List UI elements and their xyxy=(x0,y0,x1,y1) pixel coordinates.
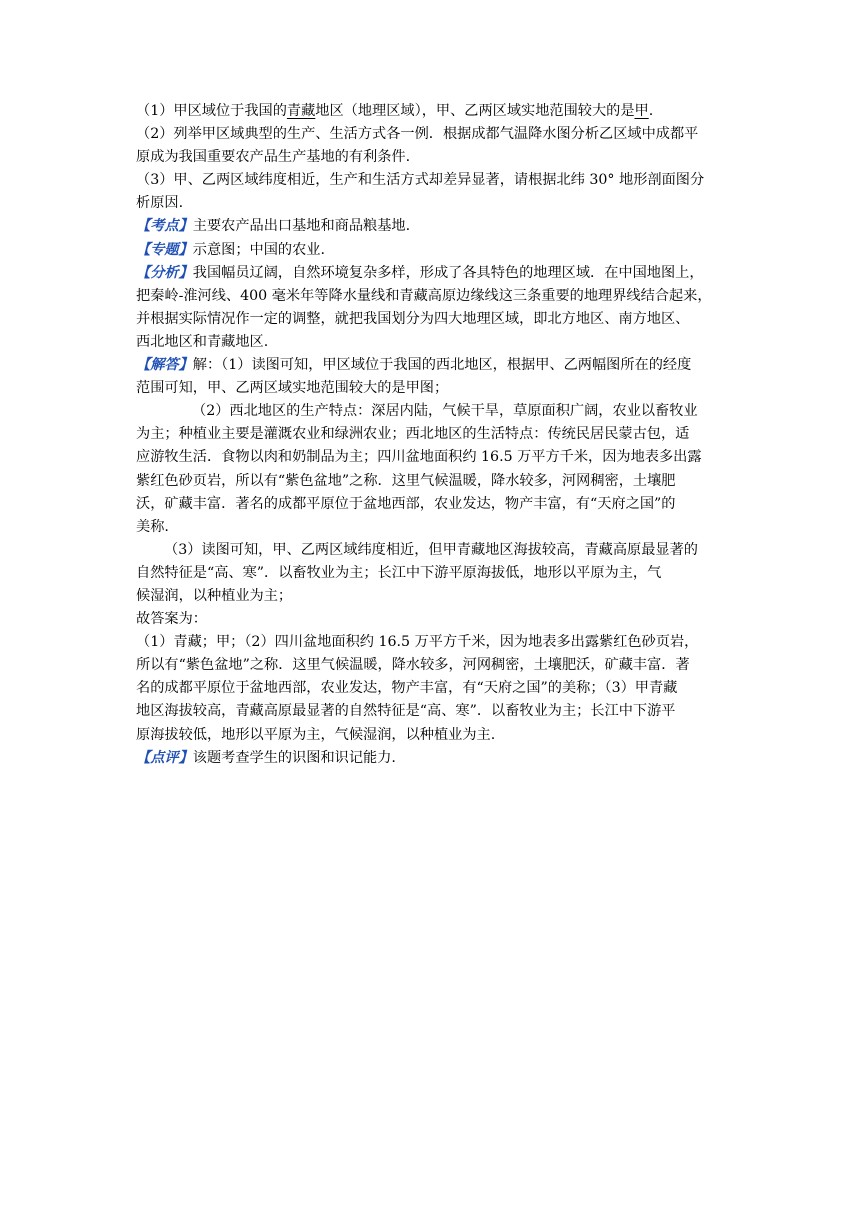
question-2-line: （2）列举甲区域典型的生产、生活方式各一例．根据成都气温降水图分析乙区域中成都平 xyxy=(136,126,699,143)
fenxi-section xyxy=(136,262,736,285)
zhuanti-text: 示意图；中国的农业. xyxy=(192,241,325,258)
question-1: （1）甲区域位于我国的青藏地区（地理区域），甲、乙两区域实地范围较大的是甲. xyxy=(136,103,654,119)
fenxi-line: 并根据实际情况作一定的调整，就把我国划分为四大地理区域，即北方地区、南方地区、 xyxy=(136,310,690,327)
jieda-line: 紫红色砂页岩，所以有“紫色盆地”之称．这里气候温暖，降水较多，河网稠密，土壤肥 xyxy=(136,472,676,489)
jieda-line: 解：（1）读图可知，甲区域位于我国的西北地区，根据甲、乙两幅图所在的经度 xyxy=(192,357,692,374)
question-3-line: 析原因. xyxy=(136,195,184,212)
jieda-line: 候湿润，以种植业为主； xyxy=(136,587,293,604)
fenxi-line: 西北地区和青藏地区. xyxy=(136,333,269,350)
answer-line: 名的成都平原位于盆地西部，农业发达，物产丰富，有“天府之国”的美称；（3）甲青藏 xyxy=(136,680,678,697)
jieda-line: 范围可知，甲、乙两区域实地范围较大的是甲图； xyxy=(136,380,449,397)
answer-line: （1）青藏；甲；（2）四川盆地面积约 16.5 万平方千米，因为地表多出露紫红色砂页岩， xyxy=(136,634,699,651)
kaodian-label: 【考点】 xyxy=(136,218,193,235)
jieda-label: 【解答】 xyxy=(136,357,193,374)
jieda-line: 沃，矿藏丰富．著名的成都平原位于盆地西部，农业发达，物产丰富，有“天府之国”的 xyxy=(136,495,676,512)
jieda-line: （3）读图可知，甲、乙两区域纬度相近，但甲青藏地区海拔较高，青藏高原最显著的 xyxy=(164,541,698,558)
kaodian-section xyxy=(136,215,736,238)
dianping-text: 该题考查学生的识图和识记能力. xyxy=(192,749,396,766)
fenxi-label: 【分析】 xyxy=(136,264,193,281)
jieda-line: 自然特征是“高、寒”．以畜牧业为主；长江中下游平原海拔低，地形以平原为主，气 xyxy=(136,564,662,581)
zhuanti-section xyxy=(136,239,736,262)
answer-line: 所以有“紫色盆地”之称．这里气候温暖，降水较多，河网稠密，土壤肥沃，矿藏丰富．著 xyxy=(136,657,690,674)
fenxi-line: 把秦岭-淮河线、400 毫米年等降水量线和青藏高原边缘线这三条重要的地理界线结合起来， xyxy=(136,287,712,304)
jieda-line: 应游牧生活．食物以肉和奶制品为主；四川盆地面积约 16.5 万平方千米，因为地表多出露 xyxy=(136,449,702,466)
fenxi-line: 我国幅员辽阔，自然环境复杂多样，形成了各具特色的地理区域．在中国地图上， xyxy=(192,264,704,281)
document-page xyxy=(136,100,736,770)
answer-blank-2: 甲 xyxy=(634,103,649,119)
zhuanti-label: 【专题】 xyxy=(136,241,193,258)
jieda-line: 美称. xyxy=(136,518,169,535)
answer-heading: 故答案为： xyxy=(136,611,207,628)
question-2-line: 原成为我国重要农产品生产基地的有利条件. xyxy=(136,149,411,166)
kaodian-text: 主要农产品出口基地和商品粮基地. xyxy=(192,218,411,235)
dianping-label: 【点评】 xyxy=(136,749,193,766)
jieda-section xyxy=(136,354,736,377)
answer-line: 地区海拔较高，青藏高原最显著的自然特征是“高、寒”．以畜牧业为主；长江中下游平 xyxy=(136,703,676,720)
question-3-line: （3）甲、乙两区域纬度相近，生产和生活方式却差异显著，请根据北纬 30° 地形剖面图分 xyxy=(136,172,705,189)
jieda-line: （2）西北地区的生产特点：深居内陆，气候干旱，草原面积广阔，农业以畜牧业 xyxy=(192,403,698,420)
answer-blank-1: 青藏 xyxy=(286,103,316,119)
answer-line: 原海拔较低，地形以平原为主，气候湿润，以种植业为主. xyxy=(136,726,496,743)
jieda-line: 为主；种植业主要是灌溉农业和绿洲农业；西北地区的生活特点：传统民居民蒙古包，适 xyxy=(136,426,690,443)
dianping-section xyxy=(136,747,736,770)
